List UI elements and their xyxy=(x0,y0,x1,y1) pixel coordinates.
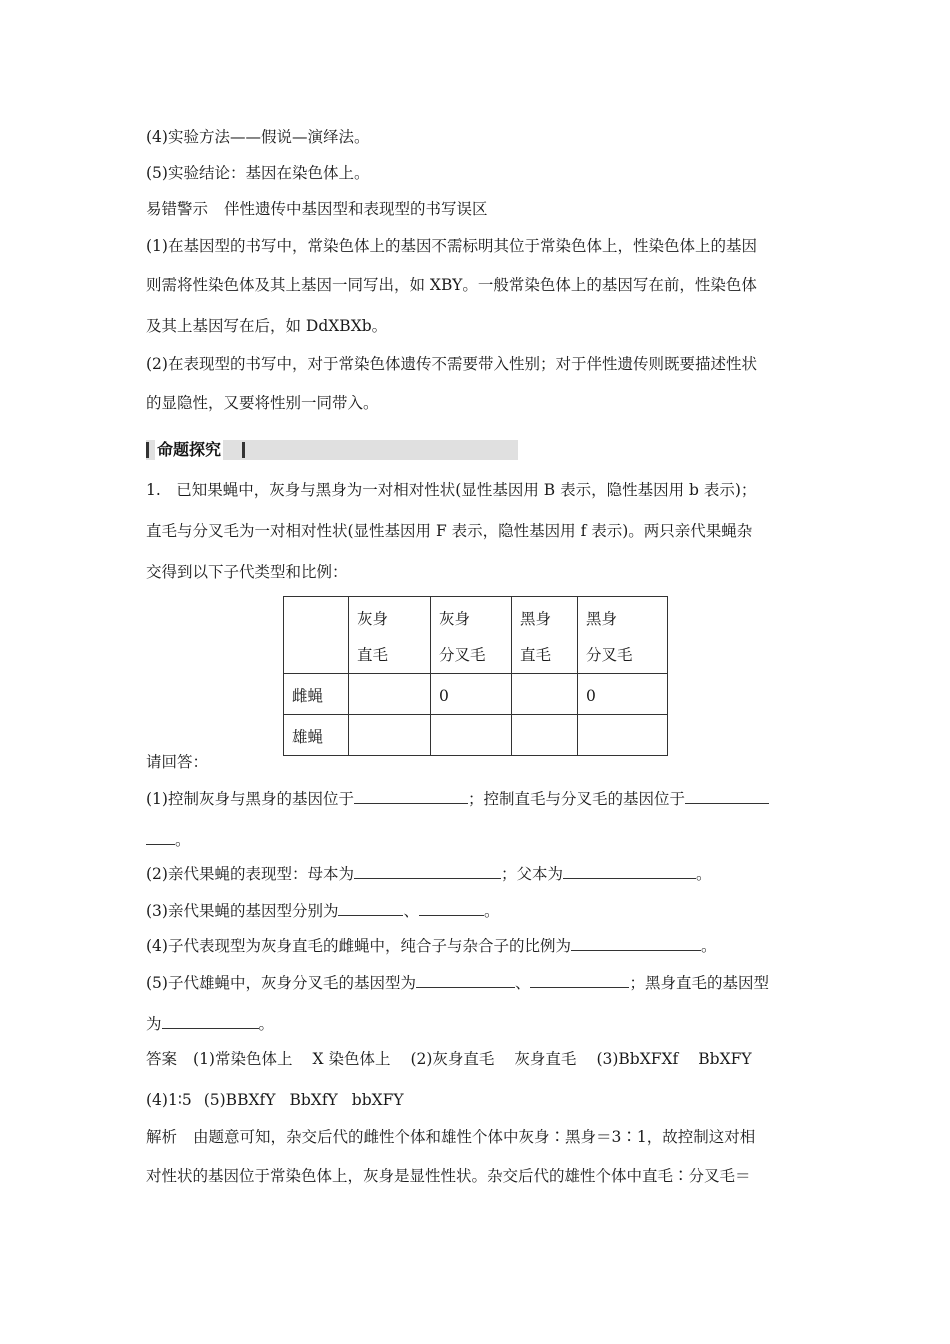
table-cell xyxy=(512,674,578,715)
table-cell xyxy=(349,674,431,715)
answer-blank[interactable] xyxy=(530,972,629,988)
analysis-line: 解析 由题意可知，杂交后代的雌性个体和雄性个体中灰身∶黑身＝3∶1，故控制这对相 xyxy=(146,1128,756,1146)
answer-blank[interactable] xyxy=(563,863,696,879)
answer-blank[interactable] xyxy=(571,935,701,951)
answer-prompt: 请回答： xyxy=(146,753,209,771)
table-cell xyxy=(578,715,668,756)
table-header-cell: 灰身 直毛 xyxy=(349,597,431,674)
row-label-cell: 雌蝇 xyxy=(284,674,349,715)
answer-blank[interactable] xyxy=(354,788,468,804)
subquestion-2: (2)亲代果蝇的表现型：母本为 ；父本为 。 xyxy=(146,865,712,883)
question-line: 1. 已知果蝇中，灰身与黑身为一对相对性状(显性基因用 B 表示，隐性基因用 b 表示)； xyxy=(146,481,757,499)
text-line: 则需将性染色体及其上基因一同写出，如 XBY。一般常染色体上的基因写在前，性染色体 xyxy=(146,276,757,294)
text-line: 及其上基因写在后，如 DdXBXb。 xyxy=(146,317,388,335)
section-header xyxy=(146,440,518,460)
section-bar-right xyxy=(242,442,245,458)
warning-line xyxy=(146,199,488,219)
text-line: 的显隐性，又要将性别一同带入。 xyxy=(146,394,379,412)
subquestion-5: (5)子代雄蝇中，灰身分叉毛的基因型为 、 ；黑身直毛的基因型 xyxy=(146,974,769,992)
table-cell: 0 xyxy=(431,674,512,715)
analysis-label: 解析 xyxy=(146,1128,178,1146)
answer-blank[interactable] xyxy=(146,829,175,845)
subquestion-1-cont: 。 xyxy=(146,829,191,850)
text-line: (2)在表现型的书写中，对于常染色体遗传不需要带入性别；对于伴性遗传则既要描述性状 xyxy=(146,355,757,373)
row-label-cell: 雄蝇 xyxy=(284,715,349,756)
table-cell: 0 xyxy=(578,674,668,715)
section-title: 命题探究 xyxy=(157,440,222,459)
table-header-cell: 黑身 分叉毛 xyxy=(578,597,668,674)
table-row xyxy=(284,715,668,756)
warning-label: 易错警示 xyxy=(146,200,209,218)
subquestion-1: (1)控制灰身与黑身的基因位于 ；控制直毛与分叉毛的基因位于 xyxy=(146,788,769,809)
answer-blank[interactable] xyxy=(419,900,484,916)
subquestion-5-cont: 为 。 xyxy=(146,1015,275,1033)
section-bar-left xyxy=(146,442,149,458)
table-cell xyxy=(431,715,512,756)
subquestion-4: (4)子代表现型为灰身直毛的雌蝇中，纯合子与杂合子的比例为 。 xyxy=(146,937,717,955)
answer-label: 答案 xyxy=(146,1050,178,1068)
text-line: (4)实验方法——假说—演绎法。 xyxy=(146,128,370,146)
table-header-cell: 黑身 直毛 xyxy=(512,597,578,674)
table-cell xyxy=(349,715,431,756)
question-line: 交得到以下子代类型和比例： xyxy=(146,563,348,581)
table-corner-cell xyxy=(284,597,349,674)
text-line: (5)实验结论：基因在染色体上。 xyxy=(146,164,370,182)
answer-line: (4)1∶5 (5)BBXfY BbXfY bbXFY xyxy=(146,1091,404,1109)
answer-blank[interactable] xyxy=(685,788,769,804)
text-line: (1)在基因型的书写中，常染色体上的基因不需标明其位于常染色体上，性染色体上的基因 xyxy=(146,237,757,255)
answer-line: 答案 (1)常染色体上 X 染色体上 (2)灰身直毛 灰身直毛 (3)BbXFXf BbXFY xyxy=(146,1050,752,1068)
answer-blank[interactable] xyxy=(416,972,515,988)
answer-blank[interactable] xyxy=(162,1013,259,1029)
subquestion-3: (3)亲代果蝇的基因型分别为 、 。 xyxy=(146,902,500,920)
table-cell xyxy=(512,715,578,756)
warning-title: 伴性遗传中基因型和表现型的书写误区 xyxy=(224,200,488,218)
table-row xyxy=(284,674,668,715)
answer-blank[interactable] xyxy=(354,863,501,879)
table-header-row xyxy=(284,597,668,674)
table-header-cell: 灰身 分叉毛 xyxy=(431,597,512,674)
offspring-table xyxy=(283,596,668,756)
answer-blank[interactable] xyxy=(338,900,403,916)
question-line: 直毛与分叉毛为一对相对性状(显性基因用 F 表示，隐性基因用 f 表示)。两只亲代果蝇杂 xyxy=(146,522,753,540)
analysis-line: 对性状的基因位于常染色体上，灰身是显性性状。杂交后代的雄性个体中直毛∶分叉毛＝ xyxy=(146,1167,751,1185)
